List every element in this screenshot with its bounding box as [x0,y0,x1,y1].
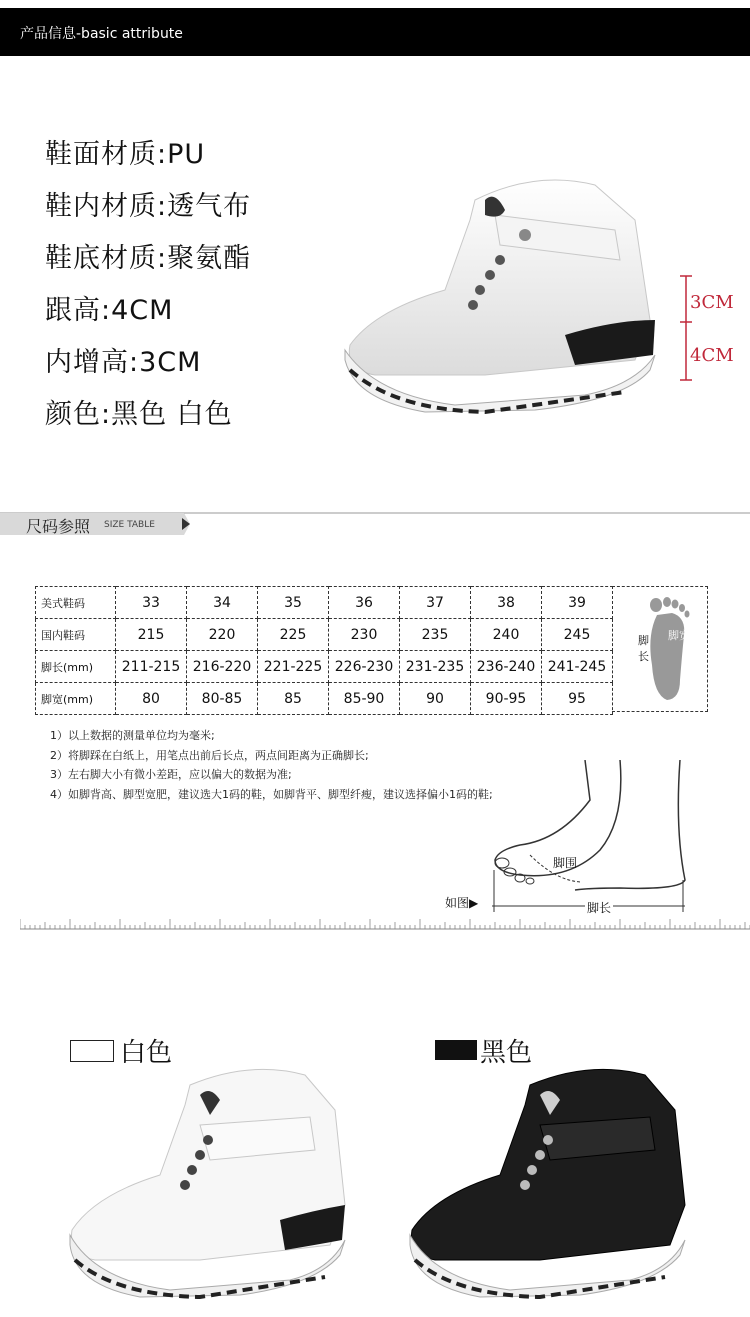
size-table [35,586,613,715]
black-color-label: 黑色 [480,1038,533,1068]
white-shoe-image [60,1055,360,1305]
table-cell: 90 [400,683,471,715]
table-cell: 38 [471,587,542,619]
inner-height-measure: 3CM [690,292,734,313]
table-cell: 211-215 [116,651,187,683]
white-color-label: 白色 [120,1038,173,1068]
table-cell: 37 [400,587,471,619]
footprint-icon [642,595,697,705]
table-cell: 240 [471,619,542,651]
footprint-box [612,586,708,712]
length-label: 脚长 [587,901,612,915]
table-cell: 241-245 [542,651,613,683]
attr-heel-height: 跟高:4CM [45,295,174,326]
table-cell: 236-240 [471,651,542,683]
note-line: 3）左右脚大小有微小差距，应以偏大的数据为准; [50,768,292,781]
attr-lining-material: 鞋内材质:透气布 [45,191,252,222]
table-cell: 235 [400,619,471,651]
row-label: 脚宽(mm) [36,683,116,715]
attr-sole-material: 鞋底材质:聚氨酯 [45,243,252,274]
table-cell: 225 [258,619,329,651]
ruler [20,916,750,930]
table-row [36,619,613,651]
table-cell: 221-225 [258,651,329,683]
table-cell: 231-235 [400,651,471,683]
section-header-title: 产品信息-basic attribute [20,26,183,42]
section-header-basic-attribute [0,8,750,56]
height-measure-bracket [676,272,696,384]
row-label: 国内鞋码 [36,619,116,651]
heel-height-measure: 4CM [690,345,734,366]
row-label: 脚长(mm) [36,651,116,683]
table-cell: 245 [542,619,613,651]
black-shoe-image [400,1055,700,1305]
table-row [36,587,613,619]
foot-measure-diagram [480,760,700,920]
girth-label: 脚围 [553,856,578,870]
table-row [36,683,613,715]
note-line: 1）以上数据的测量单位均为毫米; [50,729,215,742]
attr-color: 颜色:黑色 白色 [45,399,233,430]
row-label: 美式鞋码 [36,587,116,619]
note-line: 4）如脚背高、脚型宽肥，建议选大1码的鞋，如脚背平、脚型纤瘦，建议选择偏小1码的鞋; [50,787,493,801]
table-cell: 226-230 [329,651,400,683]
table-row [36,651,613,683]
table-cell: 216-220 [187,651,258,683]
table-cell: 215 [116,619,187,651]
size-notes [50,726,493,804]
table-cell: 33 [116,587,187,619]
table-cell: 39 [542,587,613,619]
table-cell: 80 [116,683,187,715]
attr-inner-height: 内增高:3CM [45,347,202,378]
foot-width-label: 脚宽 [668,629,690,642]
attr-upper-material: 鞋面材质:PU [45,139,206,170]
as-shown-label: 如图▶ [445,896,479,910]
table-cell: 85-90 [329,683,400,715]
table-cell: 85 [258,683,329,715]
table-cell: 34 [187,587,258,619]
shoe-hero-image [335,160,665,420]
table-cell: 35 [258,587,329,619]
foot-length-label: 脚长 [638,634,649,663]
size-table-title: 尺码参照 [26,517,91,536]
table-cell: 220 [187,619,258,651]
table-cell: 36 [329,587,400,619]
size-table-subtitle: SIZE TABLE [104,520,155,530]
table-cell: 90-95 [471,683,542,715]
table-cell: 95 [542,683,613,715]
table-cell: 80-85 [187,683,258,715]
table-cell: 230 [329,619,400,651]
note-line: 2）将脚踩在白纸上，用笔点出前后长点，两点间距离为正确脚长; [50,748,369,762]
